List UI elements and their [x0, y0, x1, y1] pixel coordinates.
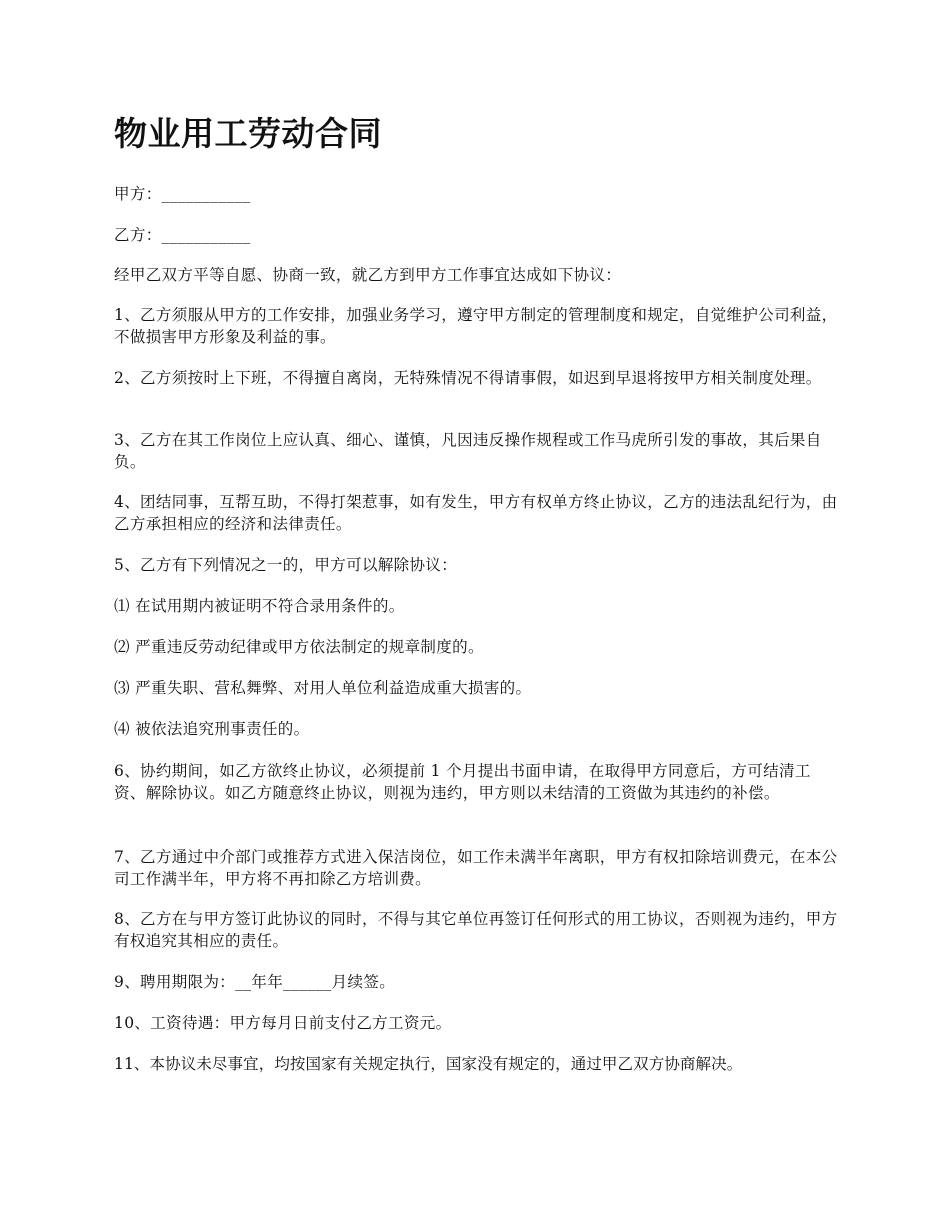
clause-5: 5、乙方有下列情况之一的，甲方可以解除协议：	[114, 556, 458, 574]
clause-11: 11、本协议未尽事宜，均按国家有关规定执行，国家没有规定的，通过甲乙双方协商解决。	[114, 1055, 743, 1073]
clause-6: 6、协约期间，如乙方欲终止协议，必须提前 1 个月提出书面申请，在取得甲方同意后，方可结清工资、解除协议。如乙方随意终止协议，则视为违约，甲方则以未结清的工资做为其违约的补偿。	[114, 762, 811, 802]
clause-5-item-2: ⑵ 严重违反劳动纪律或甲方依法制定的规章制度的。	[114, 638, 484, 656]
clause-5-item-3: ⑶ 严重失职、营私舞弊、对用人单位利益造成重大损害的。	[114, 679, 532, 697]
clause-7: 7、乙方通过中介部门或推荐方式进入保洁岗位，如工作未满半年离职，甲方有权扣除培训费元，在本公司工作满半年，甲方将不再扣除乙方培训费。	[114, 848, 838, 888]
clause-5-item-4: ⑷ 被依法追究刑事责任的。	[114, 720, 310, 738]
clause-3: 3、乙方在其工作岗位上应认真、细心、谨慎，凡因违反操作规程或工作马虎所引发的事故，其后果自负。	[114, 431, 822, 471]
document-title: 物业用工劳动合同	[114, 114, 382, 153]
clause-1: 1、乙方须服从甲方的工作安排，加强业务学习，遵守甲方制定的管理制度和规定，自觉维护公司利益，不做损害甲方形象及利益的事。	[114, 306, 838, 346]
clause-8: 8、乙方在与甲方签订此协议的同时，不得与其它单位再签订任何形式的用工协议，否则视为违约，甲方有权追究其相应的责任。	[114, 910, 838, 950]
clause-4: 4、团结同事，互帮互助，不得打架惹事，如有发生，甲方有权单方终止协议，乙方的违法乱纪行为，由乙方承担相应的经济和法律责任。	[114, 493, 838, 533]
clause-10: 10、工资待遇：甲方每月日前支付乙方工资元。	[114, 1014, 452, 1032]
party-a-line: 甲方：___________	[114, 185, 251, 203]
party-b-line: 乙方：___________	[114, 226, 251, 244]
intro-paragraph: 经甲乙双方平等自愿、协商一致，就乙方到甲方工作事宜达成如下协议：	[114, 266, 622, 284]
clause-2: 2、乙方须按时上下班，不得擅自离岗，无特殊情况不得请事假，如迟到早退将按甲方相关制度处理。	[114, 369, 822, 387]
clause-9: 9、聘用期限为：__年年______月续签。	[114, 973, 396, 991]
clause-5-item-1: ⑴ 在试用期内被证明不符合录用条件的。	[114, 597, 405, 615]
